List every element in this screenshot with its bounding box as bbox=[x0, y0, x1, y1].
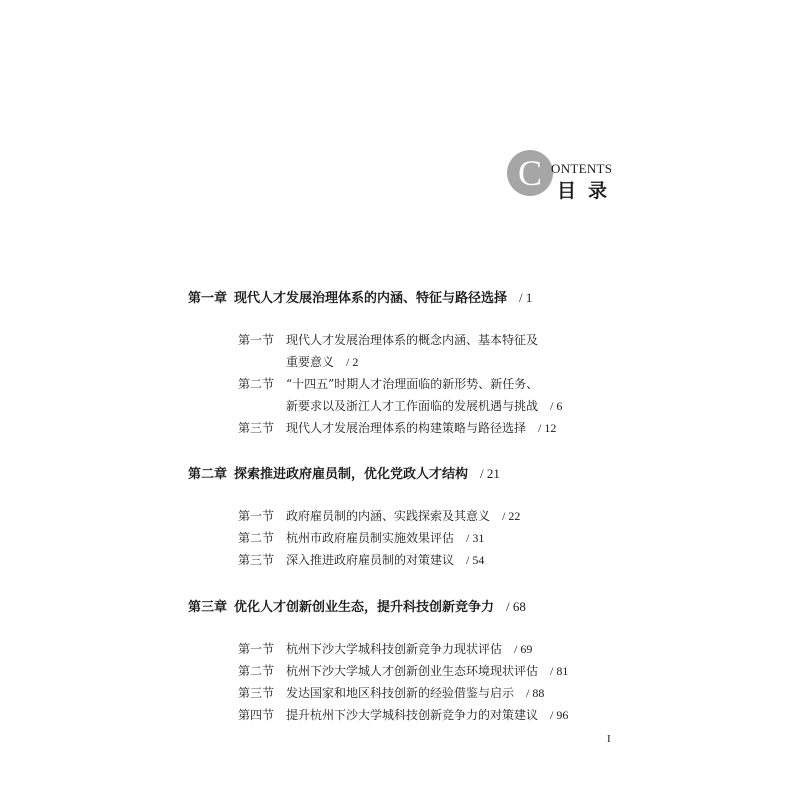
page-folio: I bbox=[607, 733, 611, 745]
section-number: 第一节 bbox=[238, 509, 275, 523]
section-page: / 22 bbox=[502, 509, 521, 523]
section-3-4-entry[interactable] bbox=[238, 706, 568, 723]
chapter-title: 优化人才创新创业生态，提升科技创新竞争力 bbox=[234, 600, 495, 615]
section-page: / 96 bbox=[550, 708, 569, 722]
chapter-page: / 68 bbox=[506, 599, 526, 614]
section-page: / 6 bbox=[550, 399, 563, 413]
chapter-2-entry[interactable] bbox=[188, 463, 500, 482]
section-title-cont: 新要求以及浙江人才工作面临的发展机遇与挑战 bbox=[286, 399, 539, 413]
section-1-3-entry[interactable] bbox=[238, 419, 556, 436]
section-page: / 31 bbox=[466, 531, 485, 545]
contents-c-badge: C bbox=[507, 150, 553, 196]
section-1-1-entry[interactable] bbox=[238, 331, 538, 348]
section-number: 第三节 bbox=[238, 421, 275, 435]
section-2-2-entry[interactable] bbox=[238, 529, 484, 546]
section-page: / 2 bbox=[346, 355, 359, 369]
section-1-1-continuation[interactable] bbox=[286, 353, 358, 370]
section-title: 提升杭州下沙大学城科技创新竞争力的对策建议 bbox=[286, 708, 539, 722]
section-title: 深入推进政府雇员制的对策建议 bbox=[286, 553, 455, 567]
section-title: 发达国家和地区科技创新的经验借鉴与启示 bbox=[286, 686, 515, 700]
section-number: 第一节 bbox=[238, 333, 275, 347]
chapter-number: 第一章 bbox=[188, 291, 228, 306]
section-number: 第三节 bbox=[238, 686, 275, 700]
section-title: 政府雇员制的内涵、实践探索及其意义 bbox=[286, 509, 491, 523]
section-page: / 69 bbox=[514, 642, 533, 656]
section-3-3-entry[interactable] bbox=[238, 684, 544, 701]
section-page: / 54 bbox=[466, 553, 485, 567]
chapter-title: 探索推进政府雇员制，优化党政人才结构 bbox=[234, 467, 469, 482]
chapter-page: / 21 bbox=[480, 466, 500, 481]
section-1-2-continuation[interactable] bbox=[286, 397, 562, 414]
chapter-number: 第三章 bbox=[188, 600, 228, 615]
contents-heading-en: ONTENTS bbox=[551, 161, 613, 176]
section-number: 第一节 bbox=[238, 642, 275, 656]
chapter-title: 现代人才发展治理体系的内涵、特征与路径选择 bbox=[234, 291, 508, 306]
chapter-3-entry[interactable] bbox=[188, 596, 526, 615]
contents-header bbox=[507, 150, 627, 210]
chapter-1-entry[interactable] bbox=[188, 287, 532, 306]
section-title: “十四五”时期人才治理面临的新形势、新任务、 bbox=[286, 377, 539, 391]
section-page: / 12 bbox=[538, 421, 557, 435]
section-title: 杭州下沙大学城科技创新竞争力现状评估 bbox=[286, 642, 503, 656]
section-title: 现代人才发展治理体系的构建策略与路径选择 bbox=[286, 421, 527, 435]
section-1-2-entry[interactable] bbox=[238, 375, 538, 392]
chapter-number: 第二章 bbox=[188, 467, 228, 482]
section-3-2-entry[interactable] bbox=[238, 662, 568, 679]
contents-heading-cn: 目录 bbox=[557, 180, 620, 202]
section-number: 第二节 bbox=[238, 664, 275, 678]
section-number: 第二节 bbox=[238, 531, 275, 545]
section-number: 第二节 bbox=[238, 377, 275, 391]
chapter-page: / 1 bbox=[519, 290, 533, 305]
section-page: / 88 bbox=[526, 686, 545, 700]
section-title: 杭州下沙大学城人才创新创业生态环境现状评估 bbox=[286, 664, 539, 678]
section-title: 现代人才发展治理体系的概念内涵、基本特征及 bbox=[286, 333, 539, 347]
section-title-cont: 重要意义 bbox=[286, 355, 335, 369]
section-3-1-entry[interactable] bbox=[238, 640, 532, 657]
section-2-1-entry[interactable] bbox=[238, 507, 520, 524]
section-title: 杭州市政府雇员制实施效果评估 bbox=[286, 531, 455, 545]
section-number: 第三节 bbox=[238, 553, 275, 567]
section-2-3-entry[interactable] bbox=[238, 551, 484, 568]
section-page: / 81 bbox=[550, 664, 569, 678]
section-number: 第四节 bbox=[238, 708, 275, 722]
